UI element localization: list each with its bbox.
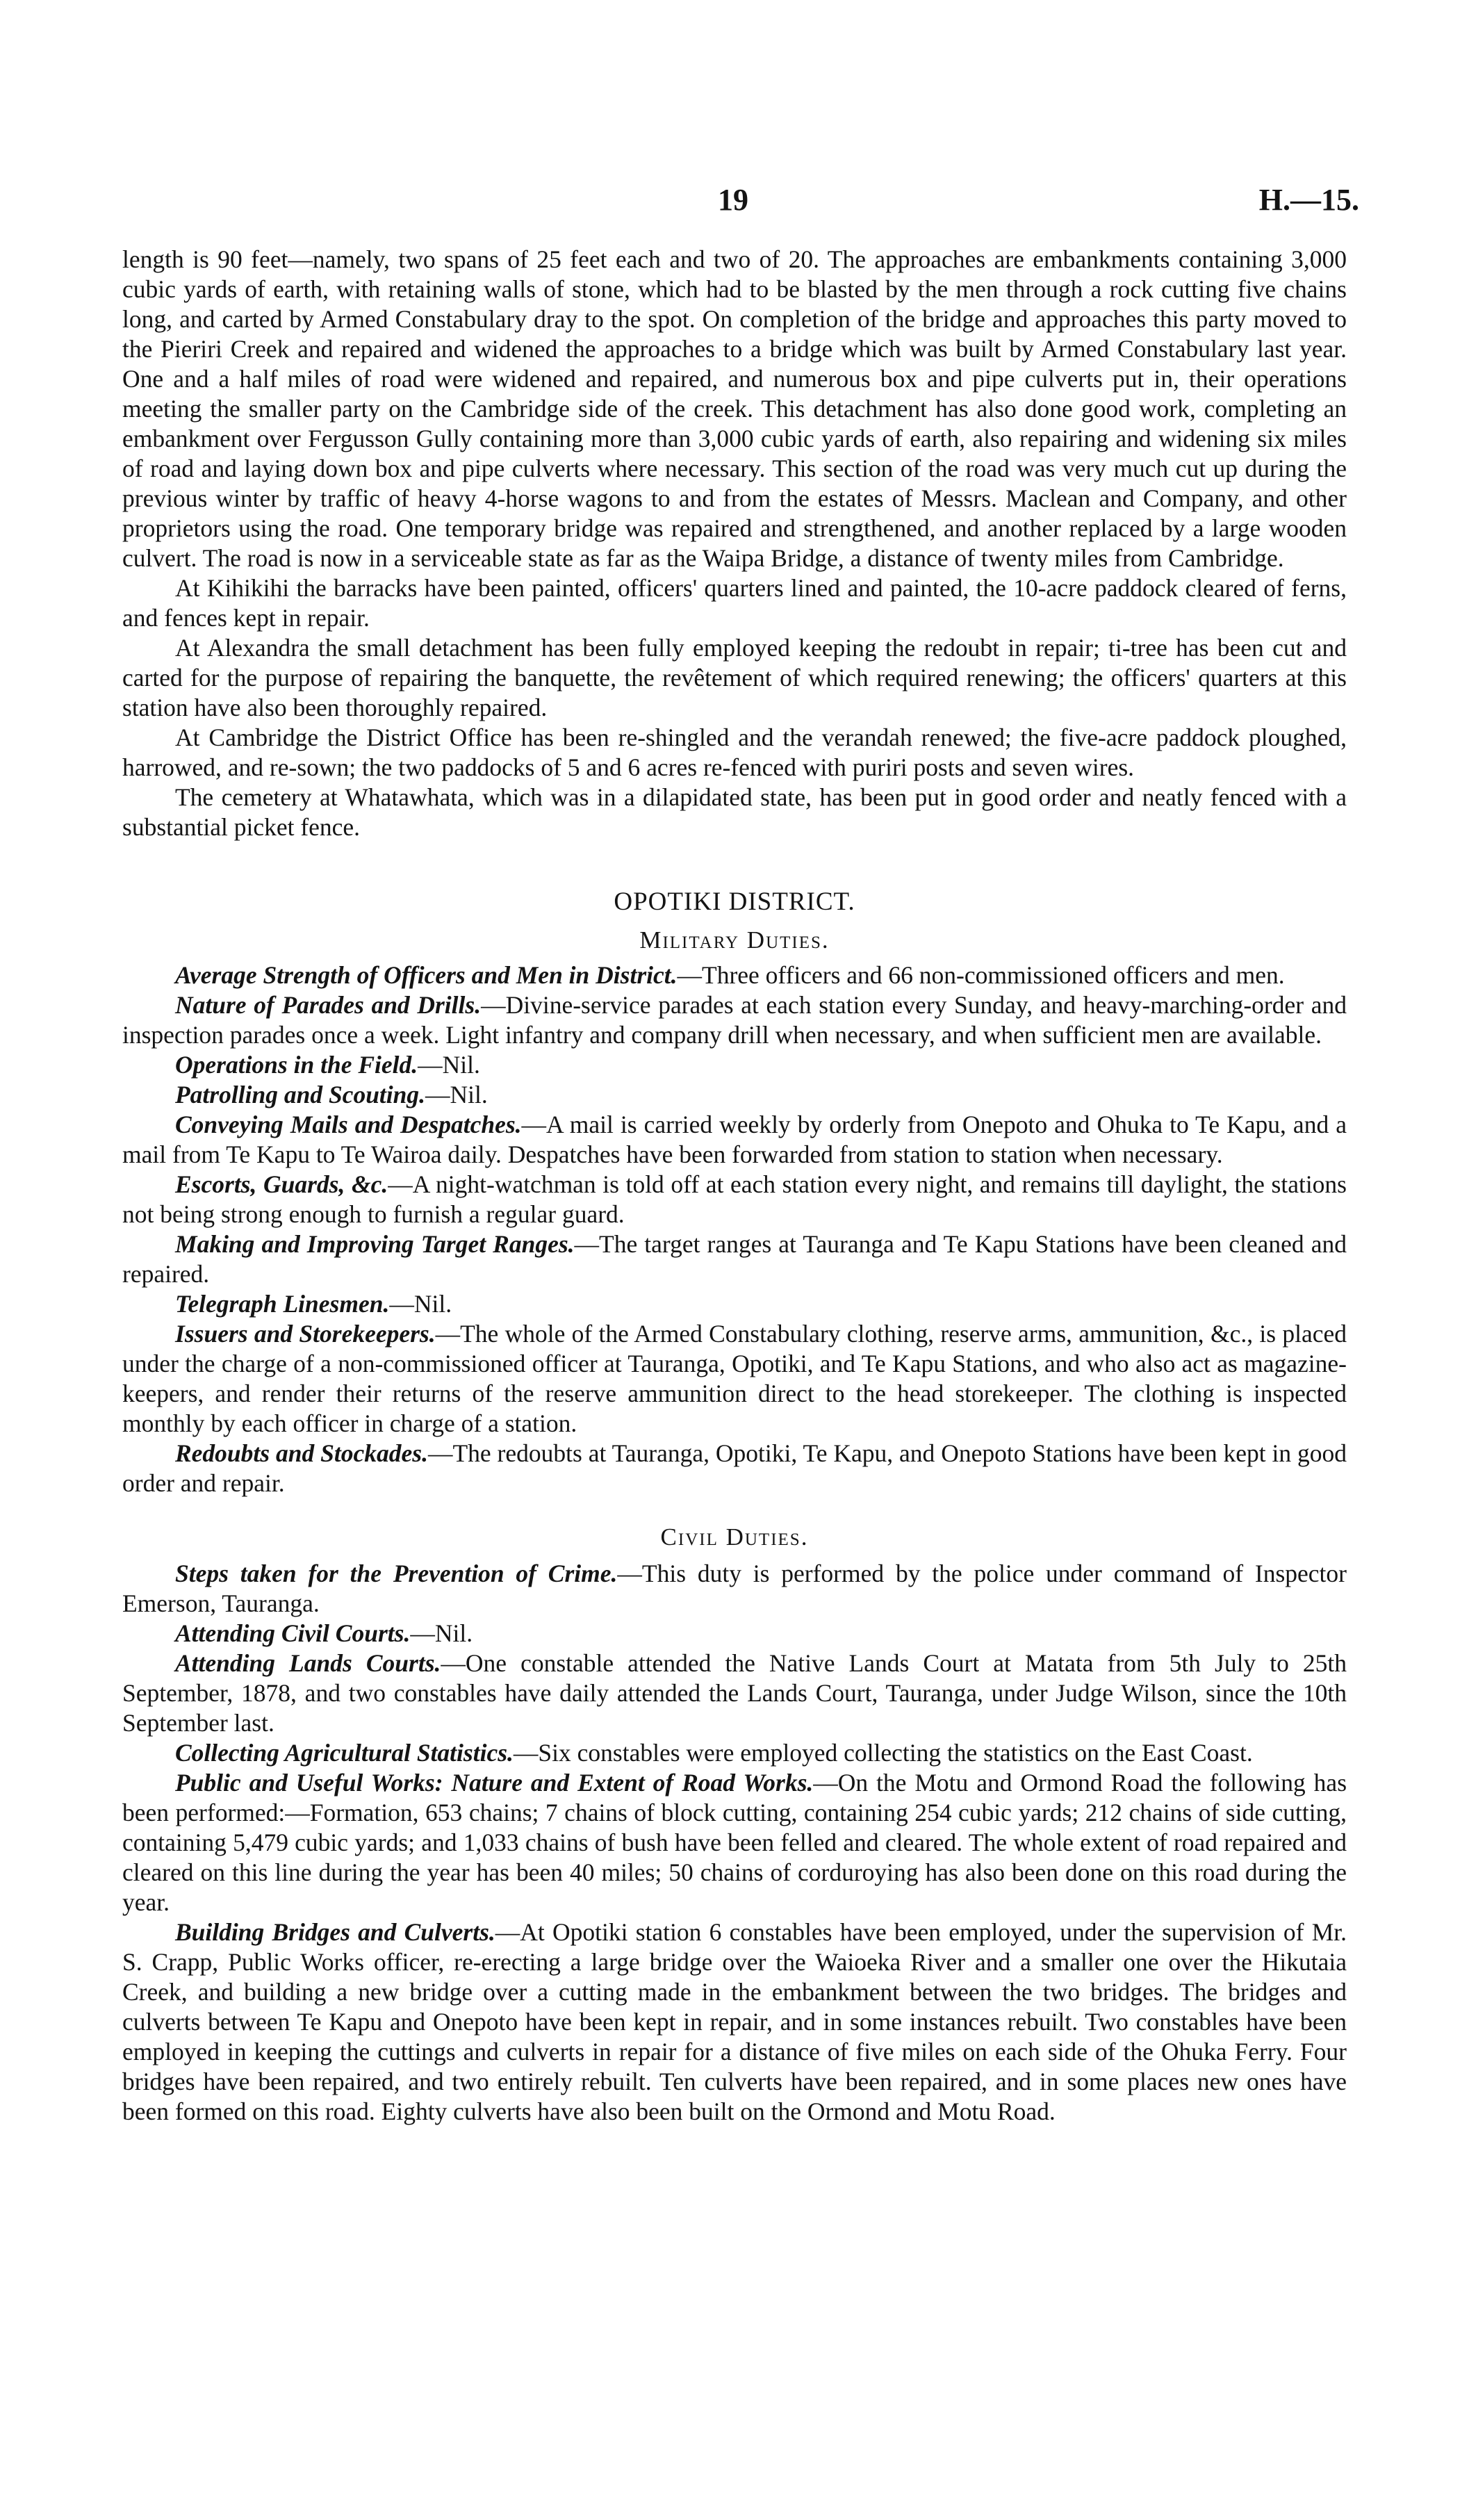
item-text: —On the Motu and Ormond Road the following has been performed:—Formation, 653 chains; 7 chains of block cutting, containing 254 cubic yards; 212 chains of side cutting, containing 5,479 cubic yards; and 1,033 chains of bush have been felled and cleared. The whole extent of road repaired and cleared on this line during the year has been 40 miles; 50 chains of corduroying has also been done on this road during the year. (122, 1769, 1347, 1916)
item-text: —Six constables were employed collecting the statistics on the East Coast. (513, 1739, 1253, 1767)
item-text: —The whole of the Armed Constabulary clothing, reserve arms, ammunition, &c., is placed under the charge of a non-commissioned officer at Tauranga, Opotiki, and Te Kapu Stations, and who also act as magazine-keepers, and render their returns of the reserve ammunition direct to the head storekeeper. The clothing is inspected monthly by each officer in charge of a station. (122, 1320, 1347, 1437)
item-heading: Collecting Agricultural Statistics. (175, 1739, 514, 1767)
item-heading: Attending Lands Courts. (175, 1649, 441, 1677)
item-text: —Nil. (425, 1081, 488, 1108)
item-heading: Patrolling and Scouting. (175, 1081, 426, 1108)
civil-item (122, 1738, 1347, 1768)
item-heading: Public and Useful Works: Nature and Extent of Road Works. (175, 1769, 814, 1797)
military-item (122, 1439, 1347, 1498)
item-heading: Average Strength of Officers and Men in District. (175, 961, 678, 989)
intro-paragraph: The cemetery at Whatawhata, which was in a dilapidated state, has been put in good order and neatly fenced with a substantial picket fence. (122, 783, 1347, 841)
item-heading: Escorts, Guards, &c. (175, 1170, 388, 1198)
item-heading: Steps taken for the Prevention of Crime. (175, 1560, 618, 1587)
intro-paragraph: length is 90 feet—namely, two spans of 25 feet each and two of 20. The approaches are embankments containing 3,000 cubic yards of earth, with retaining walls of stone, which had to be blasted by the men through a rock cutting five chains long, and carted by Armed Constabulary dray to the spot. On completion of the bridge and approaches this party moved to the Pieriri Creek and repaired and widened the approaches to a bridge which was built by Armed Constabulary last year. One and a half miles of road were widened and repaired, and numerous box and pipe culverts put in, their operations meeting the smaller party on the Cambridge side of the creek. This detachment has also done good work, completing an embankment over Fergusson Gully containing more than 3,000 cubic yards of earth, also repairing and widening six miles of road and laying down box and pipe culverts where necessary. This section of the road was very much cut up during the previous winter by traffic of heavy 4-horse wagons to and from the estates of Messrs. Maclean and Company, and other proprietors using the road. One temporary bridge was repaired and strengthened, and another replaced by a large wooden culvert. The road is now in a serviceable state as far as the Waipa Bridge, a distance of twenty miles from Cambridge. (122, 245, 1347, 572)
military-item (122, 990, 1347, 1050)
military-item (122, 1319, 1347, 1439)
intro-paragraph: At Cambridge the District Office has been re-shingled and the verandah renewed; the five-acre paddock ploughed, harrowed, and re-sown; the two paddocks of 5 and 6 acres re-fenced with puriri posts and seven wires. (122, 723, 1347, 781)
item-heading: Telegraph Linesmen. (175, 1290, 390, 1318)
military-item (122, 1050, 1347, 1080)
district-title: OPOTIKI DISTRICT. (614, 887, 855, 916)
military-item (122, 1110, 1347, 1170)
item-text: —Nil. (418, 1051, 480, 1079)
document-reference: H.—15. (1258, 183, 1359, 217)
item-text: —At Opotiki station 6 constables have been employed, under the supervision of Mr. S. Crapp, Public Works officer, re-erecting a large bridge over the Waioeka River and a smaller one over the Hikutaia Creek, and building a new bridge over a cutting made in the embankment between the two bridges. The bridges and culverts between Te Kapu and Onepoto have been kept in repair, and in some instances rebuilt. Two constables have been employed in keeping the cuttings and culverts in repair for a distance of five miles on each side of the Ohuka Ferry. Four bridges have been repaired, and two entirely rebuilt. Ten culverts have been repaired, and in some places new ones have been formed on this road. Eighty culverts have also been built on the Ormond and Motu Road. (122, 1918, 1347, 2125)
item-heading: Building Bridges and Culverts. (175, 1918, 495, 1946)
item-text: —The target ranges at Tauranga and Te Kapu Stations have been cleaned and repaired. (122, 1230, 1347, 1288)
item-text: —A mail is carried weekly by orderly from Onepoto and Ohuka to Te Kapu, and a mail from Te Kapu to Te Wairoa daily. Despatches have been forwarded from station to station when necessary. (122, 1111, 1347, 1168)
item-text: —A night-watchman is told off at each station every night, and remains till daylight, the stations not being strong enough to furnish a regular guard. (122, 1170, 1347, 1228)
military-item (122, 1170, 1347, 1229)
civil-item (122, 1559, 1347, 1619)
item-heading: Operations in the Field. (175, 1051, 418, 1079)
military-item (122, 960, 1347, 990)
military-item (122, 1080, 1347, 1110)
page-number: 19 (718, 183, 748, 217)
item-heading: Issuers and Storekeepers. (175, 1320, 436, 1348)
item-heading: Conveying Mails and Despatches. (175, 1111, 522, 1138)
item-text: —This duty is performed by the police under command of Inspector Emerson, Tauranga. (122, 1560, 1347, 1617)
item-text: —Nil. (389, 1290, 452, 1318)
item-text: —Divine-service parades at each station every Sunday, and heavy-marching-order and inspection parades once a week. Light infantry and company drill when necessary, and when sufficient men are available. (122, 991, 1347, 1049)
item-heading: Nature of Parades and Drills. (175, 991, 482, 1019)
document-body (122, 245, 1347, 2127)
item-text: —The redoubts at Tauranga, Opotiki, Te Kapu, and Onepoto Stations have been kept in good order and repair. (122, 1439, 1347, 1497)
civil-item (122, 1619, 1347, 1648)
intro-paragraph: At Kihikihi the barracks have been painted, officers' quarters lined and painted, the 10-acre paddock cleared of ferns, and fences kept in repair. (122, 574, 1347, 632)
civil-item (122, 1768, 1347, 1917)
item-text: —One constable attended the Native Lands Court at Matata from 5th July to 25th September, 1878, and two constables have daily attended the Lands Court, Tauranga, under Judge Wilson, since the 10th September last. (122, 1649, 1347, 1737)
item-heading: Attending Civil Courts. (175, 1619, 411, 1647)
civil-item (122, 1648, 1347, 1738)
item-heading: Redoubts and Stockades. (175, 1439, 428, 1467)
item-text: —Nil. (410, 1619, 473, 1647)
military-item (122, 1289, 1347, 1319)
military-duties-heading: Military Duties. (639, 926, 830, 954)
civil-duties-heading: Civil Duties. (660, 1523, 809, 1551)
civil-item (122, 1917, 1347, 2127)
intro-paragraph: At Alexandra the small detachment has been fully employed keeping the redoubt in repair; ti-tree has been cut and carted for the purpose of repairing the banquette, the revêtement of which required renewing; the officers' quarters at this station have also been thoroughly repaired. (122, 634, 1347, 721)
military-item (122, 1229, 1347, 1289)
item-heading: Making and Improving Target Ranges. (175, 1230, 575, 1258)
item-text: —Three officers and 66 non-commissioned officers and men. (677, 961, 1285, 989)
